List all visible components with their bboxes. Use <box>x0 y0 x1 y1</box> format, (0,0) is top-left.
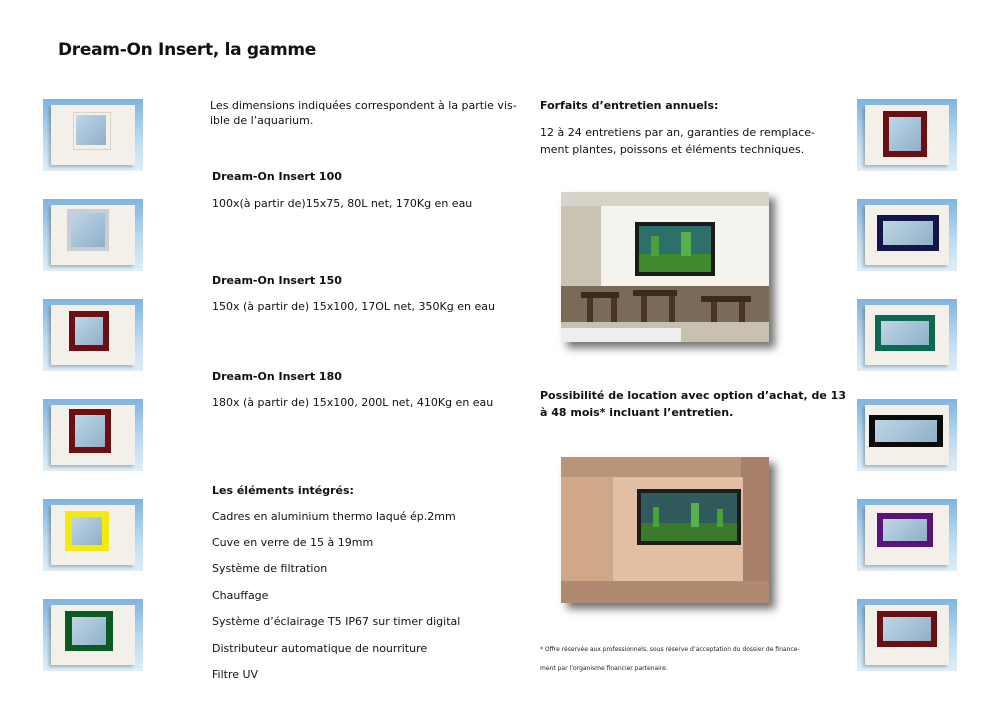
maintenance-heading: Forfaits d’entretien annuels: <box>540 99 719 112</box>
element-item: Distributeur automatique de nourriture <box>212 642 428 655</box>
wall-aquarium-scene-icon <box>561 457 769 603</box>
element-item: Cuve en verre de 15 à 19mm <box>212 536 374 549</box>
footnote-line-2: ment par l’organisme financier partenaire. <box>540 665 668 672</box>
insert-thumbnail <box>43 399 143 471</box>
element-item: Cadres en aluminium thermo laqué ép.2mm <box>212 510 456 523</box>
insert-thumbnail <box>43 299 143 371</box>
element-item: Chauffage <box>212 589 269 602</box>
insert-thumbnail <box>857 299 957 371</box>
insert-thumbnail <box>43 199 143 271</box>
page-title: Dream-On Insert, la gamme <box>58 40 317 60</box>
wall-aquarium-photo <box>561 457 769 603</box>
maintenance-line-1: 12 à 24 entretiens par an, garanties de remplace- <box>540 126 816 139</box>
insert-thumbnail <box>857 499 957 571</box>
insert-thumbnail <box>857 99 957 171</box>
insert-thumbnail <box>43 599 143 671</box>
model-spec: 100x(à partir de)15x75, 80L net, 170Kg en eau <box>212 197 473 210</box>
elements-heading: Les éléments intégrés: <box>212 484 354 497</box>
footnote-line-1: * Offre réservée aux professionnels, sous réserve d’acceptation du dossier de finance- <box>540 646 800 653</box>
model-spec: 180x (à partir de) 15x100, 200L net, 410Kg en eau <box>212 396 494 409</box>
restaurant-aquarium-photo <box>561 192 769 342</box>
intro-line-2: ible de l’aquarium. <box>210 114 314 127</box>
rental-line-1: Possibilité de location avec option d’achat, de 13 <box>540 389 846 402</box>
rental-line-2: à 48 mois* incluant l’entretien. <box>540 406 734 419</box>
element-item: Filtre UV <box>212 668 259 681</box>
maintenance-line-2: ment plantes, poissons et éléments techniques. <box>540 143 805 156</box>
insert-thumbnail <box>857 599 957 671</box>
model-spec: 150x (à partir de) 15x100, 17OL net, 350Kg en eau <box>212 300 495 313</box>
model-name: Dream-On Insert 100 <box>212 170 342 183</box>
insert-thumbnail <box>857 199 957 271</box>
insert-thumbnail <box>857 399 957 471</box>
insert-thumbnail <box>43 499 143 571</box>
intro-line-1: Les dimensions indiquées correspondent à la partie vis- <box>210 99 517 112</box>
restaurant-scene-icon <box>561 192 769 342</box>
element-item: Système d’éclairage T5 IP67 sur timer digital <box>212 615 461 628</box>
model-name: Dream-On Insert 180 <box>212 370 342 383</box>
element-item: Système de filtration <box>212 562 328 575</box>
insert-thumbnail <box>43 99 143 171</box>
model-name: Dream-On Insert 150 <box>212 274 342 287</box>
